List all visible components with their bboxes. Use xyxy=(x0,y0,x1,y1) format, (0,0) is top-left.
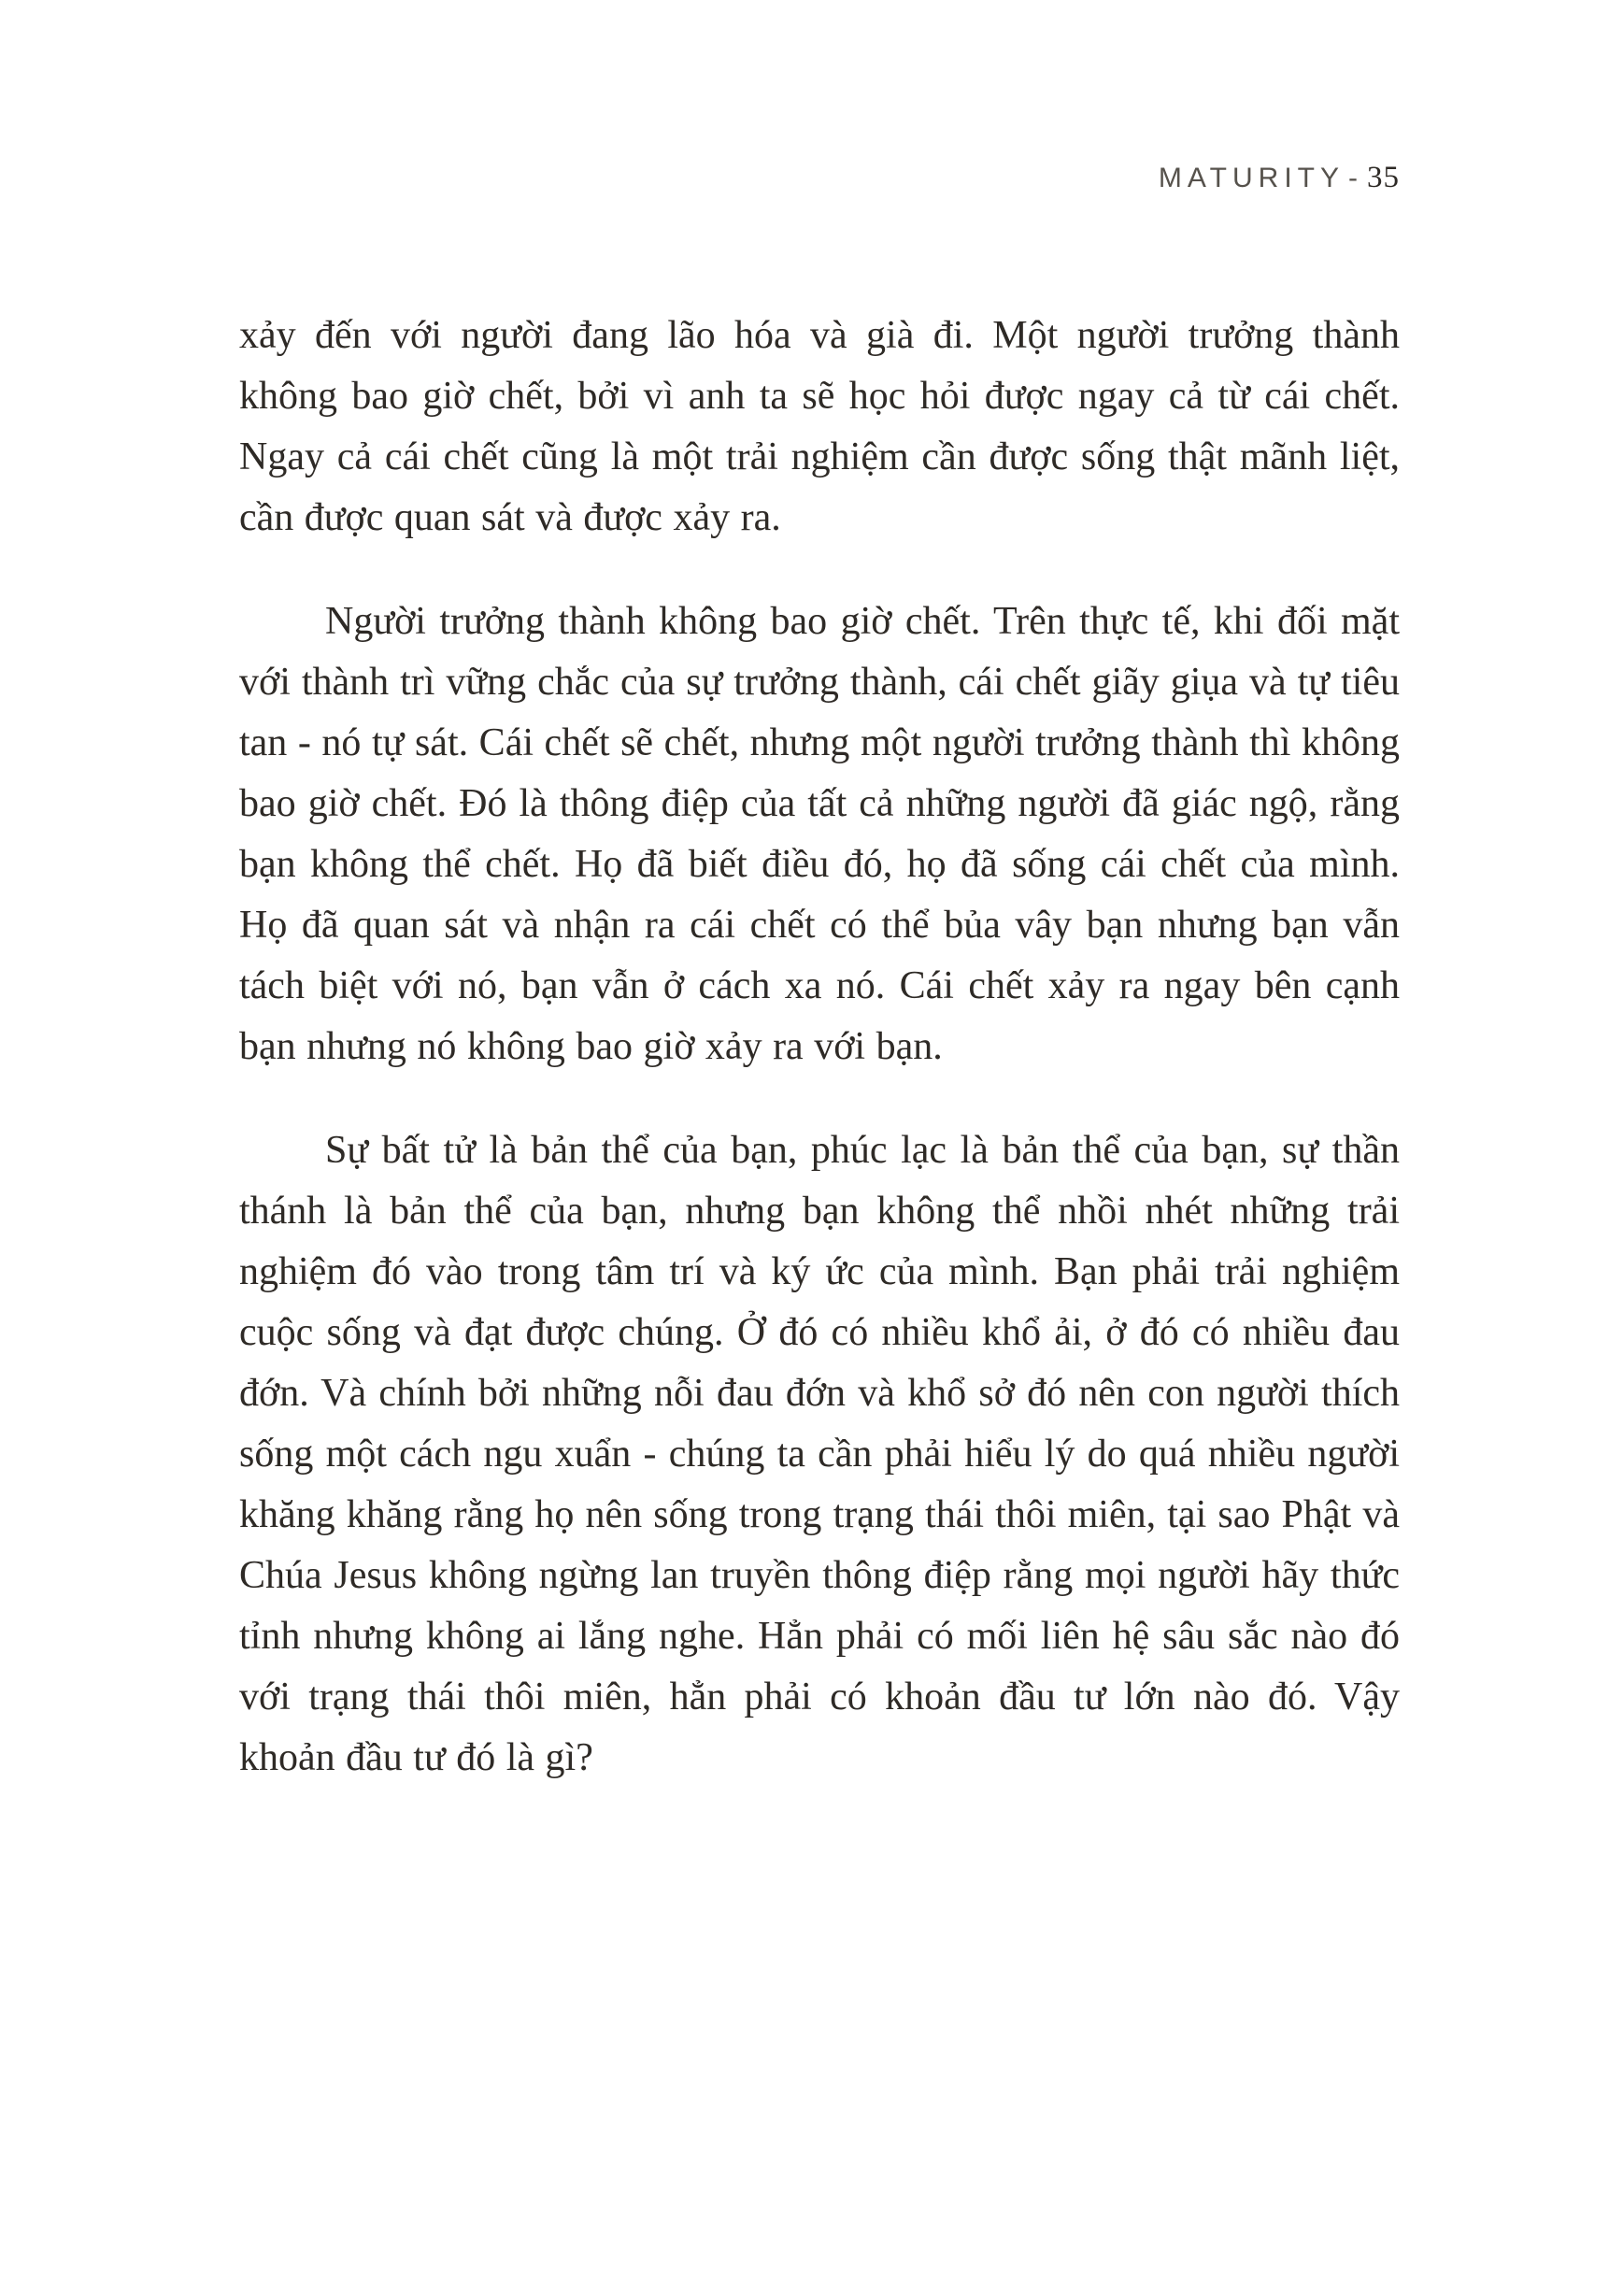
paragraph: Người trưởng thành không bao giờ chết. Trên thực tế, khi đối mặt với thành trì vững chắc của sự trưởng thành, cái chết giãy giụa và tự tiêu tan - nó tự sát. Cái chết sẽ chết, nhưng một người trưởng thành thì không bao giờ chết. Đó là thông điệp của tất cả những người đã giác ngộ, rằng bạn không thể chết. Họ đã biết điều đó, họ đã sống cái chết của mình. Họ đã quan sát và nhận ra cái chết có thể bủa vây bạn nhưng bạn vẫn tách biệt với nó, bạn vẫn ở cách xa nó. Cái chết xảy ra ngay bên cạnh bạn nhưng nó không bao giờ xảy ra với bạn. xyxy=(239,600,1400,1068)
body-text xyxy=(239,306,1400,1789)
running-head-title: MATURITY xyxy=(1158,163,1345,193)
page-number: 35 xyxy=(1367,161,1400,194)
page-header xyxy=(239,161,1400,195)
paragraph-continuation: xảy đến với người đang lão hóa và già đi. Một người trưởng thành không bao giờ chết, bởi vì anh ta sẽ học hỏi được ngay cả từ cái chết. Ngay cả cái chết cũng là một trải nghiệm cần được sống thật mãnh liệt, cần được quan sát và được xảy ra. xyxy=(239,314,1400,539)
paragraph: Sự bất tử là bản thể của bạn, phúc lạc là bản thể của bạn, sự thần thánh là bản thể của bạn, nhưng bạn không thể nhồi nhét những trải nghiệm đó vào trong tâm trí và ký ức của mình. Bạn phải trải nghiệm cuộc sống và đạt được chúng. Ở đó có nhiều khổ ải, ở đó có nhiều đau đớn. Và chính bởi những nỗi đau đớn và khổ sở đó nên con người thích sống một cách ngu xuẩn - chúng ta cần phải hiểu lý do quá nhiều người khăng khăng rằng họ nên sống trong trạng thái thôi miên, tại sao Phật và Chúa Jesus không ngừng lan truyền thông điệp rằng mọi người hãy thức tỉnh nhưng không ai lắng nghe. Hẳn phải có mối liên hệ sâu sắc nào đó với trạng thái thôi miên, hẳn phải có khoản đầu tư lớn nào đó. Vậy khoản đầu tư đó là gì? xyxy=(239,1129,1400,1779)
header-separator: - xyxy=(1348,163,1358,193)
text-block xyxy=(239,161,1400,1832)
